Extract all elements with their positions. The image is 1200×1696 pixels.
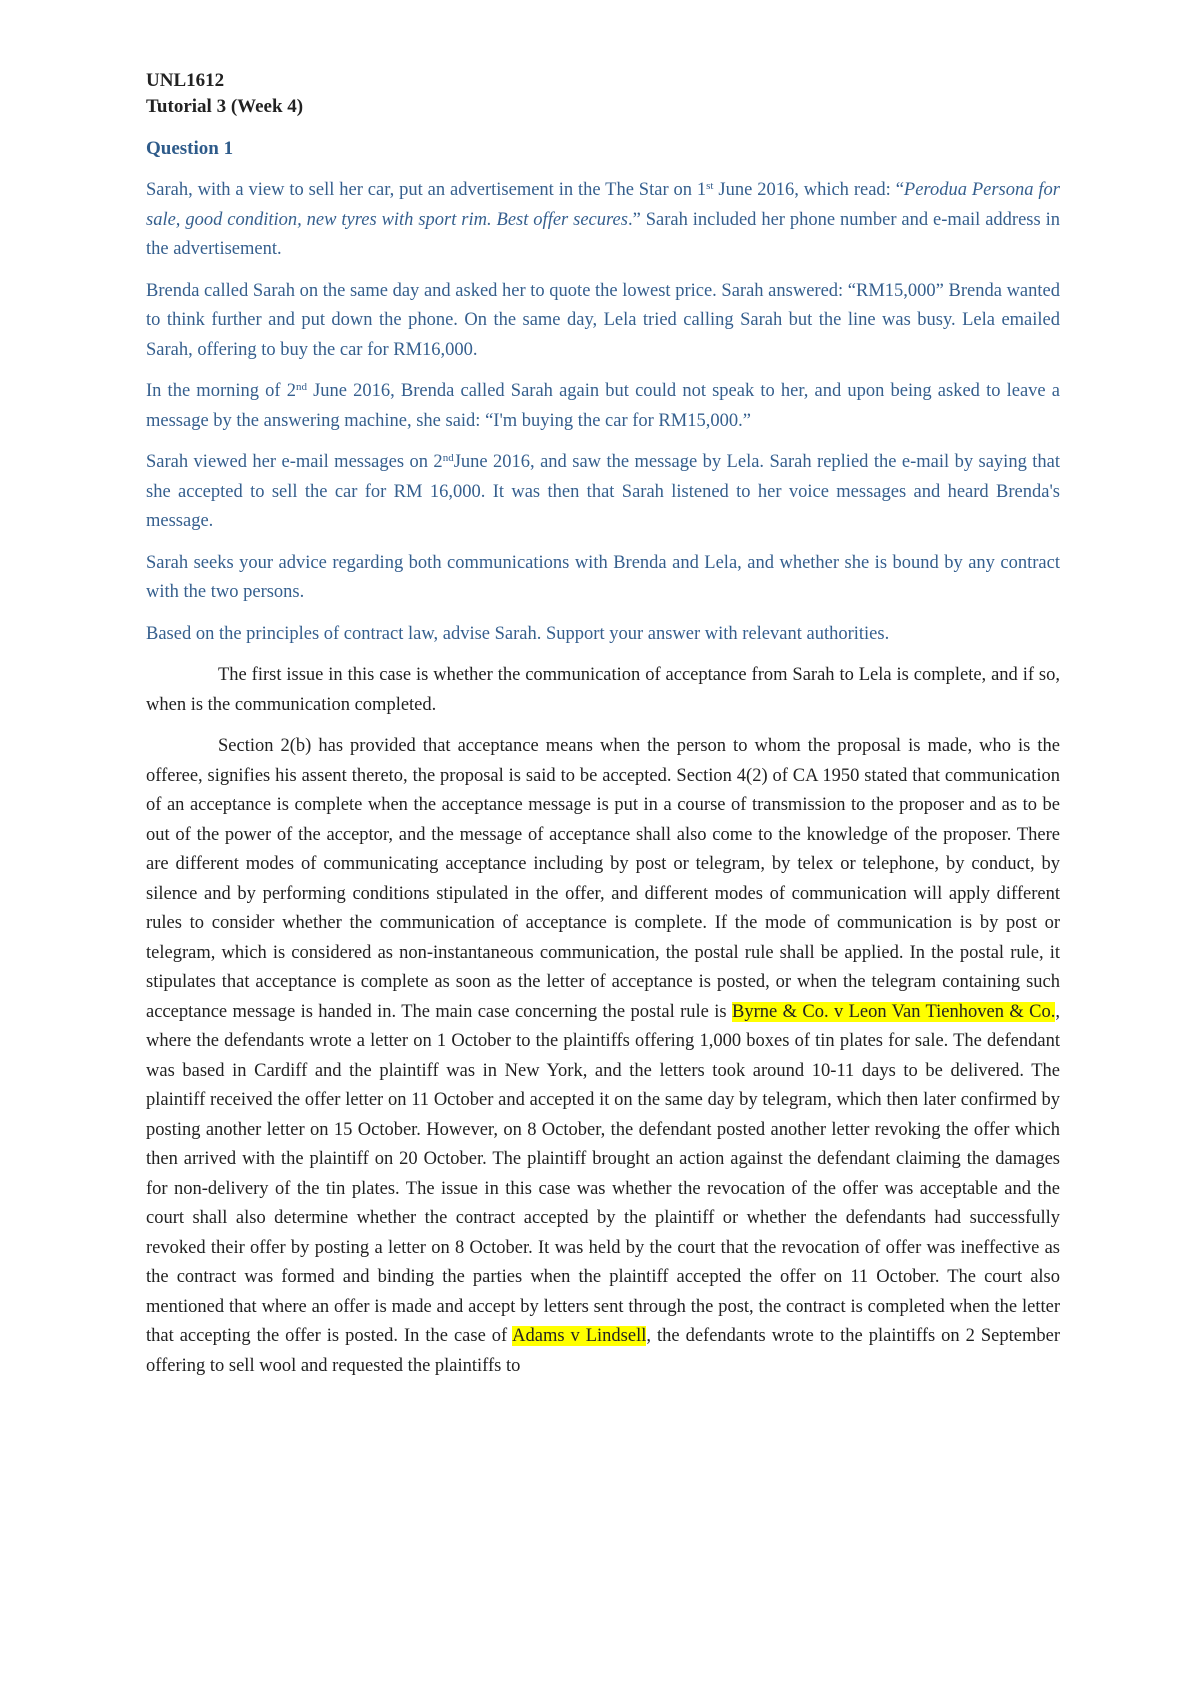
ordinal-suffix: nd <box>442 452 454 464</box>
answer-paragraph-1: The first issue in this case is whether the communication of acceptance from Sarah to Lela is complete, and if so, when is the communication completed. <box>146 665 1060 715</box>
case-name-highlight: Byrne & Co. v Leon Van Tienhoven & Co. <box>731 1001 1056 1022</box>
question-paragraph-5: Sarah seeks your advice regarding both communications with Brenda and Lela, and whether she is bound by any contract with the two persons. <box>146 552 1060 602</box>
ordinal-suffix: nd <box>295 381 307 393</box>
advert-quote: Perodua Persona for sale, good condition, new tyres with sport rim. Best offer secures <box>146 180 1060 230</box>
question-paragraph-1: Sarah, with a view to sell her car, put an advertisement in the The Star on 1st June 2016, which read: “Perodua Persona for sale, good condition, new tyres with sport rim. Best offer secures.” Sarah included her phone number and e-mail address in the advertisement. <box>146 180 1061 259</box>
question-paragraph-2: Brenda called Sarah on the same day and asked her to quote the lowest price. Sarah answered: “RM15,000” Brenda wanted to think further and put down the phone. On the same day, Lela tried calling Sarah but the line was busy. Lela emailed Sarah, offering to buy the car for RM16,000. <box>146 280 1060 360</box>
case-name-highlight: Adams v Lindsell <box>512 1326 647 1346</box>
question-paragraph-3: In the morning of 2nd June 2016, Brenda called Sarah again but could not speak to her, and upon being asked to leave a message by the answering machine, she said: “I'm buying the car for RM15,000.” <box>146 381 1060 431</box>
course-code: UNL1612 <box>146 70 225 91</box>
ordinal-suffix: st <box>706 180 714 192</box>
question-title: Question 1 <box>146 138 234 159</box>
question-paragraph-4: Sarah viewed her e-mail messages on 2ndJune 2016, and saw the message by Lela. Sarah replied the e-mail by saying that she accepted to sell the car for RM 16,000. It was then that Sarah listened to her voice messages and heard Brenda's message. <box>146 452 1060 531</box>
tutorial-title: Tutorial 3 (Week 4) <box>146 96 304 117</box>
answer-paragraph-2: Section 2(b) has provided that acceptance means when the person to whom the proposal is made, who is the offeree, signifies his assent thereto, the proposal is said to be accepted. Section 4(2) of CA 1950 stated that communication of an acceptance is complete when the acceptance message is put in a course of transmission to the proposer and as to be out of the power of the acceptor, and the message of acceptance shall also come to the knowledge of the proposer. There are different modes of communicating acceptance including by post or telegram, by telex or telephone, by conduct, by silence and by performing conditions stipulated in the offer, and different modes of communication will apply different rules to consider whether the communication of acceptance is complete. If the mode of communication is by post or telegram, which is considered as non-instantaneous communication, the postal rule shall be applied. In the postal rule, it stipulates that acceptance is complete as soon as the letter of acceptance is posted, or when the telegram containing such acceptance message is handed in. The main case concerning the postal rule is Byrne & Co. v Leon Van Tienhoven & Co., where the defendants wrote a letter on 1 October to the plaintiffs offering 1,000 boxes of tin plates for sale. The defendant was based in Cardiff and the plaintiff was in New York, and the letters took around 10-11 days to be delivered. The plaintiff received the offer letter on 11 October and accepted it on the same day by telegram, which then later confirmed by posting another letter on 15 October. However, on 8 October, the defendant posted another letter revoking the offer which then arrived with the plaintiff on 20 October. The plaintiff brought an action against the defendant claiming the damages for non-delivery of the tin plates. The issue in this case was whether the revocation of the offer was acceptable and the court shall also determine whether the contract accepted by the plaintiff or whether the defendants had successfully revoked their offer by posting a letter on 8 October. It was held by the court that the revocation of offer was ineffective as the contract was formed and binding the parties when the plaintiff accepted the offer on 11 October. The court also mentioned that where an offer is made and accept by letters sent through the post, the contract is completed when the letter that accepting the offer is posted. In the case of Adams v Lindsell, the defendants wrote to the plaintiffs on 2 September offering to sell wool and requested the plaintiffs to <box>146 736 1061 1376</box>
question-paragraph-6: Based on the principles of contract law, advise Sarah. Support your answer with relevant authorities. <box>146 623 890 644</box>
